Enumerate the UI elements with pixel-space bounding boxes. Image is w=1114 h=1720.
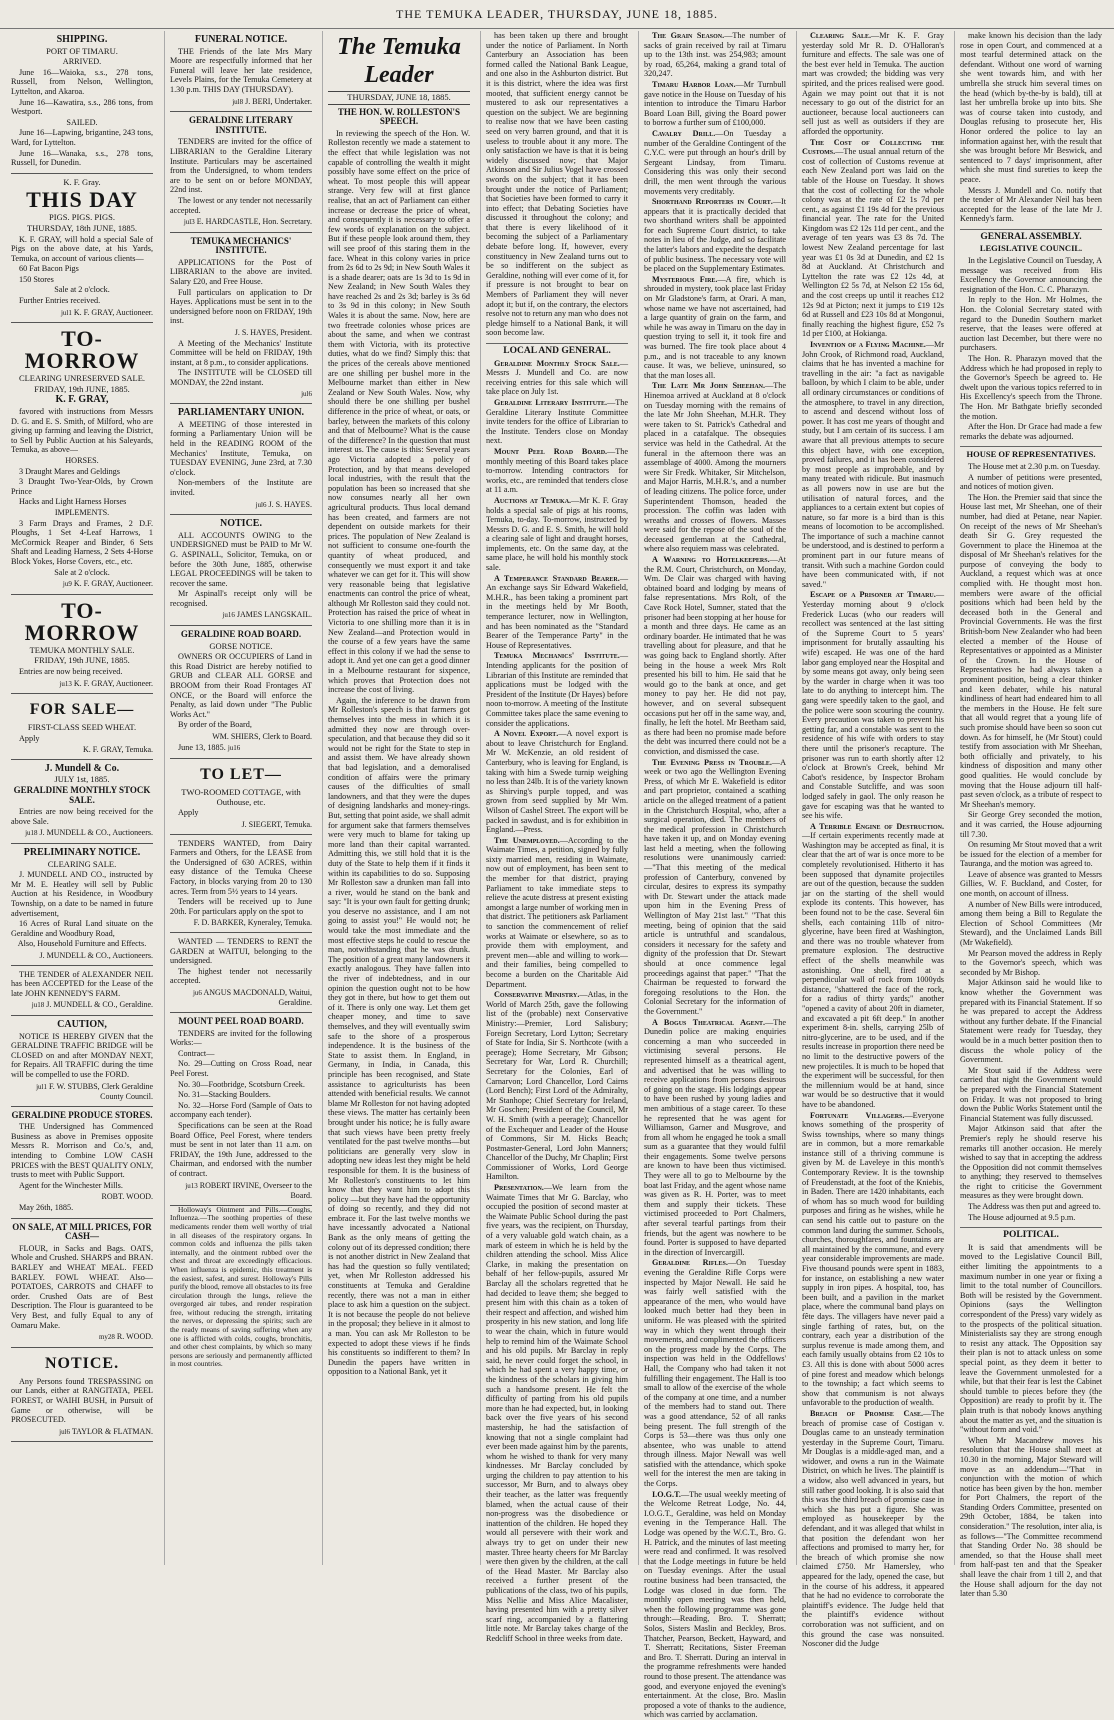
news-item bbox=[802, 340, 944, 589]
news-item-text: —The Dunedin police are making enquiries concerning a man who succeeded in victimising several persons. He represented himself as a theatrical agent, and advertised that he was willing to receive applications from persons desirous of going on the stage. His lodgings appear to have been rushed by young ladies and men ambitious of a stage career. To these he represented that he was agent for Williamson, Garner and Musgrove, and from all whom he engaged he took a small sum as a guarantee that they would fulfil their engagements. Some twelve persons are known to have been thus victimised. They were all to go to Melbourne by the boat last Friday, and the agent whose name was given as R. H. Porter, was to meet them and supply their tickets. These victimised proceeded to Port Chalmers, after several tearful partings from their friends, but the agent was nowhere to be found. Porter is supposed to have departed in the direction of Invercargill. bbox=[644, 1017, 786, 1257]
news-item-text: —The number of sacks of grain received by rail at Timaru up to the 13th inst. was 254,983; amount by road, 65,264, making a grand total of 320,247. bbox=[644, 31, 787, 79]
news-item bbox=[802, 590, 944, 820]
tomorrow-monthly-sale-ad bbox=[11, 595, 153, 694]
shipping-port: PORT OF TIMARU. bbox=[46, 45, 118, 56]
ad-signature: jul6 TAYLOR & FLATMAN. bbox=[59, 1426, 153, 1436]
ad-subhead: PIGS. PIGS. PIGS. bbox=[49, 212, 115, 223]
mechanics-institute-ad bbox=[170, 233, 312, 405]
holloway-ad: Holloway's Ointment and Pills.—Coughs, Influenza.—The soothing properties of these medicaments render them well worthy of trial in all diseases of the respiratory organs. In common colds and influenza the pills taken internally, and the ointment rubbed over the chest and throat are exceedingly efficacious. When influenza is epidemic, this treatment is the easiest, safest, and surest. Holloway's Pills purify the blood, remove all obstacles to its free circulation through the lungs, relieve the overgorged air tubes, and render respiration free, without reducing the strength, irritating the nerves, or depressing the spirits; such are the ready means of saving suffering when any one is afflicted with colds, coughs, bronchitis, and other chest complaints, by which so many persons are seriously and permanently afflicted in most countries. bbox=[170, 1204, 312, 1369]
report-paragraph: Leave of absence was granted to Messrs Gillies, W. F. Buckland, and Coster, for one month, on account of illness. bbox=[960, 869, 1102, 899]
news-item bbox=[802, 1409, 944, 1649]
ad-body-2: The lowest or any tender not necessarily accepted. bbox=[170, 195, 312, 215]
ad-body-2: Mr Aspinall's receipt only will be recognised. bbox=[170, 589, 312, 608]
report-paragraph: The Address was then put and agreed to. bbox=[968, 1202, 1101, 1212]
ad-body: FLOUR, in Sacks and Bags. OATS, Whole and Crushed. SHARPS and BRAN. BARLEY and WHEAT MEAL. FEED BARLEY. FOWL WHEAT. Also—POTATOES, CARROTS and CHAFF to order. Crushed Oats are of Best Description. The Flour is guaranteed to be Very Best, and fully Equal to any of Oamaru Make. bbox=[11, 1243, 153, 1330]
news-item bbox=[802, 1111, 944, 1408]
work-4: No. 32—Horse Ford (Sample of Oats to accompany each tender). bbox=[170, 1100, 312, 1120]
ad-subhead: TWO-ROOMED COTTAGE, with Outhouse, etc. bbox=[181, 787, 301, 807]
ad-ref: jul6 bbox=[301, 389, 312, 398]
trespass-notice-ad bbox=[11, 1348, 153, 1443]
report-paragraph: The House met at 2.30 p.m. on Tuesday. bbox=[968, 461, 1101, 471]
ad-subhead: CLEARING UNRESERVED SALE. bbox=[18, 373, 146, 384]
news-item-heading: Fortunate Villagers. bbox=[810, 1110, 905, 1120]
news-item-text: —A novel export is about to leave Christchurch for England. Mr W. McKenzie, an old resident of Canterbury, who is leaving for England, is taking with him a Swede turnip weighing no less than 24lb. It is of the variety known as Shirving's purple topped, and was grown from seed supplied by Mr Wm. Wilson of Cashel Street. The export will be packed in sawdust, and is for exhibition in England.—Press. bbox=[486, 729, 628, 835]
lot-2: 150 Stores bbox=[19, 274, 54, 284]
paper-dateline: THURSDAY, JUNE 18, 1885. bbox=[328, 91, 470, 105]
ad-signature: ju16 JAMES LANGSKAIL. bbox=[222, 610, 312, 620]
ad-body: THE Friends of the late Mrs Mary Moore are respectfully informed that her Funeral will leave her late residence, Levels Plains, for the Temuka Cemetery at 1.30 p.m. THIS DAY (THURSDAY). bbox=[170, 46, 312, 94]
news-item-heading: Geraldine Literary Institute. bbox=[494, 397, 608, 407]
caution-ad bbox=[11, 1016, 153, 1107]
column-6 bbox=[796, 31, 949, 1649]
news-item-heading: Geraldine Monthly Stock Sale. bbox=[494, 358, 620, 368]
ad-date: May 26th, 1885. bbox=[19, 1203, 74, 1213]
subsection-heading: LEGISLATIVE COUNCIL. bbox=[979, 243, 1083, 254]
ad-body-2: Tenders will be received up to June 20th. For particulars apply on the spot to bbox=[170, 897, 312, 916]
news-item bbox=[486, 496, 628, 573]
mundell-stock-sale-ad bbox=[11, 760, 153, 844]
ad-headline: FOR SALE— bbox=[29, 701, 135, 719]
lot-1: 3 Draught Mares and Geldings bbox=[19, 466, 120, 476]
news-item-heading: The Evening Press in Trouble. bbox=[652, 757, 772, 767]
ad-headline: GERALDINE PRODUCE STORES. bbox=[11, 1109, 153, 1120]
news-item bbox=[644, 1258, 786, 1488]
ad-body: Apply bbox=[178, 808, 199, 818]
report-paragraph: The Hon. the Premier said that since the House last met, Mr Sheehan, one of their number, had died at Petane, near Napier. On receipt of the news of Mr Sheehan's death Sir G. Grey requested the Government to place the Hinemoa at the disposal of Mr Sheehan's relatives for the purpose of conveying the body to Auckland, a request which was at once complied with. He thought most hon. members were aware of the official positions which had been held by the deceased both in the General and Provincial Governments. He was the first British-born New Zealander who had been elected a member of the House of Representatives or appointed as a Minister of the Crown. In the House of Representatives he had always taken a prominent position, being a clear thinker and keen debater, while his natural kindliness of heart had endeared him to all the members in the House. He felt sure that all would regret that a young life of such promise should have been so soon cut down. As for himself, he (Mr Stout) could testify from association with Mr Sheehan, both officially and privately, to his kindness of disposition and many other good qualities. He would conclude by moving that the House adjourn till half-past seven o'clock, as a tribute of respect to Mr Sheehan's memory. bbox=[960, 492, 1102, 809]
news-item-heading: Presentation. bbox=[494, 1183, 544, 1193]
ad-body: A MEETING of those interested in forming a Parliamentary Union will be held in the READING ROOM of the Mechanics' Institute, Temuka, on TUESDAY EVENING, June 23rd, at 7.30 o'clock. bbox=[170, 419, 312, 477]
news-item bbox=[486, 990, 628, 1182]
news-item bbox=[644, 555, 786, 756]
garden-tenders-ad bbox=[170, 933, 312, 1013]
report-paragraph: In reply to the Hon. Mr Holmes, the Hon. the Colonial Secretary stated with regard to the Dunedin Southern market reserve, that the leases were offered at auction last December, but there were no purchasers. bbox=[960, 295, 1102, 353]
ad-subhead: CLEARING SALE. bbox=[47, 858, 117, 869]
news-item-text: —The monthly meeting of this Board takes place to-morrow. Intending contractors for works, etc., are reminded that tenders close at 11 a.m. bbox=[486, 446, 628, 495]
funeral-notice bbox=[170, 31, 312, 112]
ad-date: FRIDAY, 19th JUNE, 1885. bbox=[34, 383, 130, 394]
accounts-notice-ad bbox=[170, 515, 312, 626]
news-item bbox=[644, 1490, 786, 1720]
ad-signature: jul8 J. BERI, Undertaker. bbox=[232, 96, 312, 106]
column-2 bbox=[164, 31, 317, 1565]
news-items bbox=[802, 31, 944, 1649]
news-item bbox=[644, 31, 786, 79]
news-item bbox=[486, 447, 628, 495]
ad-headline: TO LET— bbox=[200, 766, 282, 784]
ad-subhead: GERALDINE MONTHLY STOCK SALE. bbox=[13, 785, 151, 805]
news-continuation: make known his decision than the lady rose in open Court, and commenced at a most tearful determined attack on the defendant. Without one word of warning she went towards him, and with her umbrella she struck him several times on the head (which by-the-by is bald), till at last her umbrella broke up into bits. She was of course taken into custody, and Douglas refusing to prosecute her, His Honor ordered the police to lay an information against her, with the result that she was brought before Mr Beswick, and sentenced to 7 days' imprisonment, after which she must find sureties to keep the peace. bbox=[960, 31, 1102, 184]
news-item bbox=[486, 574, 628, 651]
news-item-heading: Invention of a Flying Machine. bbox=[810, 340, 926, 349]
news-item-heading: Escape of a Prisoner at Timaru. bbox=[810, 590, 936, 600]
arrival-1: June 16—Waioka, s.s., 278 tons, Russell, from Nelson, Wellington, Lyttelton, and Akaroa. bbox=[11, 67, 153, 96]
to-let-ad bbox=[170, 759, 312, 834]
news-item-text: —An exchange says Sir Edward Wakefield, M.H.R., has been taking a prominent part in the meetings held by Mr Booth, temperance lecturer, now in Wellington, and has been nominated as the "Standard Bearer of the Temperance Party" in the House of Representatives. bbox=[486, 573, 628, 650]
paper-title: The Temuka Leader bbox=[337, 34, 461, 88]
ad-signature: jul1 K. F. GRAY, Auctioneer. bbox=[60, 307, 153, 317]
ad-also: Also, Household Furniture and Effects. bbox=[17, 939, 147, 949]
report-paragraph: A number of petitions were presented, and notices of motion given. bbox=[960, 472, 1102, 492]
news-item bbox=[486, 729, 628, 835]
news-item-text: —A week or two ago the Wellington Evening Press, of which Mr E. Wakefield is editor and part proprietor, contained a scathing article on the alleged treatment of a patient in the Christchurch Hospital, who, after a surgical operation, died. The members of the medical profession in Christchurch have taken it up, and on Monday evening last held a meeting, when the following resolutions were unanimously carried:—"That this meeting of the medical profession of Canterbury, convened by circular, desires to express its sympathy with Dr. Stewart under the attack made upon him in the Evening Press of Wellington of May 21st last." "That this meeting, being of opinion that the said article is untruthful and scandalous, considers it necessary for the safety and dignity of the profession that Dr. Stewart should at once commence legal proceedings against that paper." "That the Chairman be requested to forward the foregoing resolutions to the Hon. the Colonial Secretary for the information of the Government." bbox=[644, 757, 786, 1016]
report-paragraph: When Mr Macandrew moves his resolution that the House shall meet at 10.30 in the morning, Major Steward will move as an addendum—"That in conjunction with the motion of which notice has been given by the hon. member for Port Chalmers, the report of the Standing Orders Committee, presented on 29th October, 1884, be taken into consideration." The resolution, inter alia, is as follows—"The Committee recommend that Standing Order No. 38 should be amended, so that the House shall meet from half-past ten and that the Speaker shall leave the chair from 1 till 2, and that the House shall adjourn for the day not later than 5.30 bbox=[960, 1435, 1102, 1599]
ad-signature: ju13 ROBERT IRVINE, Overseer to the Board. bbox=[185, 1180, 312, 1201]
for-sale-ad bbox=[11, 694, 153, 760]
news-item-text: —Yesterday morning about 9 o'clock Frederick Lucas (who our readers will recollect was sentenced at the last sitting of the Supreme Court to 5 years' imprisonment for brutally assaulting his wife) escaped. He was one of the hard labor gang employed near the Hospital and by some means got away, only being seen by the warder in charge when it was too late to do anything to intercept him. The gang were speedily taken to the gaol, and the police were soon scouring the country. Every precaution was taken to prevent his getting far, and a constable was sent to the residence of his wife with orders to stay there until the prisoner's recapture. The prisoner was run to earth shortly after 12 o'clock at Brown's Creek, behind Mr Cabot's residence, by Inspector Broham and Constable Sutcliffe, and was soon lodged safely in gaol. The only reason he gave for escaping was that he wanted to see his wife. bbox=[802, 590, 944, 821]
column-5 bbox=[638, 31, 791, 1720]
preliminary-notice-ad bbox=[11, 844, 153, 966]
ad-signature: ju18 J. MUNDELL & CO., Geraldine. bbox=[31, 1000, 153, 1010]
political-report bbox=[960, 1243, 1102, 1599]
ad-body: K. F. GRAY, will hold a special Sale of Pigs on the above date, at his Yards, Temuka, on account of various clients— bbox=[11, 234, 153, 263]
report-paragraph: The Hon. R. Pharazyn moved that the Address which he had proposed in reply to the Governor's Speech be agreed to. He dwelt upon the various topics referred to in His Excellency's speech from the Throne. The Hon. Mr Bathgate briefly seconded the motion. bbox=[960, 354, 1102, 421]
report-paragraph: Mr Stout said if the Address were carried that night the Government would be prepared with the Financial Statement on Friday. It was not proposed to bring down the Public Works Statement until the Financial Statement was fully discussed. bbox=[960, 1065, 1102, 1123]
sailing-2: June 16—Wanaka, s.s., 278 tons, Russell, for Dunedin. bbox=[11, 148, 153, 168]
section-heading: LOCAL AND GENERAL. bbox=[486, 343, 628, 357]
ad-headline: MOUNT PEEL ROAD BOARD. bbox=[178, 1016, 304, 1027]
sale-time: Sale at 2 o'clock. bbox=[54, 285, 110, 295]
ad-signature: F. D. BARKER, Kyneraley, Temuka. bbox=[193, 918, 312, 928]
news-item-heading: I.O.G.T. bbox=[652, 1489, 681, 1499]
news-item-heading: Auctions at Temuka. bbox=[494, 495, 572, 505]
news-item-text: —If certain experiments recently made at Washington may be accepted as final, it is clear that the art of war is once more to be completely revolutionised. Hitherto it has been supposed that dynamite projectiles are out of the question, because the sudden jar on the starting of the shell would explode its contents. This however, has been found not to be the case. Several 6in shells, each containing 11lb of nitro-glycerine, have been fired at Washington, and there was no trouble whatever from premature explosion. The destructive effect of the shells meanwhile was astonishing. One shell, fired at a perpendicular wall of rock from 1000yds distance, "shattered the face of the rock, for a radius of thirty yards;" another "opened a cavity of about 20ft in diameter, and excavated a pit 6ft deep." In another experiment 8-in. shells, carrying 25lb of nitro-glycerine, are to be used, and if the results increase in proportion there need be no limit to the destructive powers of the new projectiles. It is much to be hoped that the experiment will be successful, for then the millennium would be at hand, since war would be so destructive that it would have to be abandoned. bbox=[802, 831, 944, 1109]
ad-headline: NOTICE. bbox=[44, 1354, 120, 1372]
ad-body-4: The INSTITUTE will be CLOSED till MONDAY, the 22nd instant. bbox=[170, 368, 312, 387]
news-item-text: —Mr John Crook, of Richmond road, Auckland, claims that he has invented a machine for travelling in the air: "a fact as navigable balloon, by which I claim to be able, under all ordinary circumstances or conditions of the atmosphere, to travel in any direction, to ascend and descend without loss of power. It has cost me years of thought and study, but I am certain of its success. I am aware that all previous attempts to secure this object have, with one exception, proved failures, and it has been considered by most people as improbable, and by many treated with ridicule. But inasmuch as all powers now in use are but the utilisation of natural forces, and the appliances to a certain extent but copies of nature, so far more is a bird than is this means of locomotion to be accomplished. The importance of such a machine cannot be understood, and is destined to perform a prominent part in our future means of transit. With such a machine Gordon could have been communicated with, if not saved." bbox=[802, 340, 944, 589]
ad-signature: WM. SHIERS, Clerk to Board. bbox=[212, 732, 312, 741]
section-heading: GENERAL ASSEMBLY. bbox=[960, 229, 1102, 243]
report-paragraph: Major Atkinson said that after the Premier's reply he should reserve his remarks till another occasion. He merely wished to say that in accepting the address the Opposition did not commit themselves to anything; they reserved to themselves the right to criticise the Government measures as they were brought down. bbox=[960, 1124, 1102, 1201]
ad-headline: TO-MORROW bbox=[24, 326, 140, 374]
news-item-heading: The Cost of Collecting the Customs. bbox=[802, 137, 944, 157]
lot-5: 3 Farm Drays and Frames, 2 D.F. Ploughs, 1 Set 4-Leaf Harrows, 1 McCormick Reaper and Binder, 6 Sets Shaft and Leading Harness, 2 Sets 4-Horse Block Yokes, Horse Covers, etc., etc. bbox=[11, 518, 153, 566]
news-item-text: —Intending applicants for the position of Librarian of this Institute are reminded that applications must be lodged with the President of the Institute (Dr Hayes) before noon to-morrow. A meeting of the Institute Committee takes place the same evening to consider the applications. bbox=[486, 651, 628, 728]
ad-body: TENDERS are invited for the office of LIBRARIAN to the Geraldine Literary Institute. Particulars may be ascertained from the Undersigned, to whom tenders are to be sent on or before MONDAY, 22nd inst. bbox=[170, 137, 312, 195]
news-item-text: —Mr K. F. Gray yesterday sold Mr R. D. O'Halloran's furniture and effects. The sale was one of the best ever held in Temuka. The auction mart was crowded; the bidding was very spirited, and the prices realised were good. Again we may point out that it is not necessary to go out of the district for an auctioneer, because local auctioneers can sell just as well as outsiders if they are afforded the opportunity. bbox=[802, 31, 944, 136]
ad-headline: NOTICE. bbox=[220, 518, 262, 530]
news-item-heading: A Bogus Theatrical Agent. bbox=[652, 1017, 766, 1027]
tomorrow-clearing-sale-ad bbox=[11, 323, 153, 594]
news-item bbox=[486, 359, 628, 397]
ad-lots: 16 Acres of Rural Land situate on the Geraldine and Woodbury Road, bbox=[11, 919, 153, 938]
ad-body: J. MUNDELL AND CO., instructed by Mr M. E. Heatley will sell by Public Auction at his Residence, in Woodbury Township, on a date to be named in future advertisement, bbox=[11, 870, 153, 918]
news-item bbox=[644, 197, 786, 274]
ad-date: FRIDAY, 19th JUNE, 1885. bbox=[34, 655, 130, 666]
ad-signature: jul6 J. S. HAYES. bbox=[255, 499, 312, 509]
ad-body-2: The highest tender not necessarily accepted. bbox=[170, 966, 312, 986]
report-paragraph: Major Atkinson said he would like to know whether the Government was prepared with its Financial Statement. If so he was prepared to accept the Address without any further debate. If the Financial Statement were ready for Tuesday, they would be in a much better position then to discuss the whole policy of the Government. bbox=[960, 978, 1102, 1065]
ad-body: Any Persons found TRESPASSING on our Lands, either at RANGITATA, PEEL FOREST, or WAIHI BUSH, in Pursuit of Game or otherwise, will be PROSECUTED. bbox=[11, 1376, 153, 1425]
news-item bbox=[644, 758, 786, 1017]
news-item-heading: Timaru Harbor Loan. bbox=[652, 79, 736, 89]
house-report bbox=[960, 462, 1102, 1222]
lot-2: 3 Draught Two-Year-Olds, by Crown Prince bbox=[11, 477, 153, 496]
ad-body: Entries are now being received for the above Sale. bbox=[11, 807, 153, 826]
news-item bbox=[802, 31, 944, 137]
ad-signature: jul3 E. HARDCASTLE, Hon. Secretary. bbox=[183, 217, 312, 227]
news-item-text: —According to the Waimate Times, a petition, signed by fully sixty married men, residing in Waimate, now out of employment, has been sent to the member for that district, praying Parliament to take immediate steps to relieve the acute distress at present existing amongst a large number of working men in that district. The petitioners ask Parliament to sanction the commencement of relief works at Waimate or elsewhere, so as to provide them with employment, and prevent men—able and willing to work—and their families, being compelled to become a burden on the Charitable Aid Department. bbox=[486, 835, 628, 989]
parliamentary-union-ad bbox=[170, 404, 312, 515]
news-item-heading: Mysterious Fire. bbox=[652, 274, 718, 284]
article-paragraph: In reviewing the speech of the Hon. W. Rolleston recently we made a statement to the effect that while legislation was not capable of controlling the wealth it might possibly have some effect on the price of wheat. To most people this will appear strange. Very few will at first glance realise, that an act of Parliament can either increase or decrease the price of wheat, and consequently it is necessary to offer a few words of explanation on the subject. But if these people look around them, they will see proof of this staring them in the face. Wheat in this colony varies in price from 2s 6d to 2s 9d; in New South Wales it is a shade dearer; oats are 1s 3d to 1s 9d in New Zealand; in New South Wales they have reached 2s and 2s 3d; barley is 3s 6d to 3s 9d in this colony; in New South Wales it is about the same. Now, here are two freetrade colonies whose prices are about the same, and when we contrast them with Victoria, with its protective duties, what do we find? Simply this: that the prices of the cereals above mentioned are one shilling per bushel more in the Melbourne market than either in New Zealand or New South Wales. Now, why should there be one shilling per bushel difference in the price of wheat, or oats, or barley, between the markets of this colony and that of Melbourne? What is the cause of the difference? In the question that must interest us. The cause is this: Several years ago Victoria adopted a policy of Protection, and by that means developed local industries, with the result that the population has been so increased that she now consumes nearly all her own agricultural products. Thus local demand has been created, and farmers are not dependent on outside markets for their prices. The population of New Zealand is not sufficient to consume one-fourth the quantity of wheat produced, and consequently we must export it and take whatever we can get for it. This will show very reasonable being that legislative enactments can control the price of wheat, although Mr Rolleston said they could not. Protection has raised the price of wheat in Victoria to one shilling more than it is in New Zealand—and Protection would in the course of a few years have the same effect in this colony if we had the sense to adopt it. And yet one can get a good dinner in a Melbourne restaurant for sixpence, which proves that Protection does not increase the cost of living. bbox=[328, 128, 470, 695]
news-item bbox=[644, 1018, 786, 1258]
ad-body: favored with instructions from Messrs D. G. and E. S. Smith, of Milford, who are giving up farming and leaving the District, to Sell by Public Auction at his Saleyards, Temuka, as above— bbox=[11, 407, 153, 455]
ad-signature: jul1 F. W. STUBBS, Clerk Geraldine County Council. bbox=[36, 1081, 153, 1102]
page-masthead: THE TEMUKA LEADER, THURSDAY, JUNE 18, 1885. bbox=[0, 0, 1114, 29]
ad-body: OWNERS OR OCCUPIERS of Land in this Road District are hereby notified to GRUB and CLEAR ALL GORSE and BROOM from their Road Frontages AT ONCE, or the Board will enforce the Penalty, as laid down under "The Public Works Act." bbox=[170, 652, 312, 719]
ad-date: JULY 1st, 1885. bbox=[54, 774, 110, 785]
news-item-text: —The Hinemoa arrived at Auckland at 8 o'clock on Tuesday morning with the remains of the late Mr John Sheehan, M.H.R. They were taken to St. Patrick's Cathedral and placed in a catafalque. The obsequies service was held in the Cathedral. At the funeral in the afternoon there was an assemblage of 4000. Among the mourners were Sir Fredk. Whitaker, Sir Mitchelson, and Major Harris, M.H.R.'s, and a number of leading citizens. The police force, under Superintendent Thomson, headed the procession. The coffin was laden with wreaths and crosses of flowers. Masses were said for the repose of the soul of the deceased gentleman at the Cathedral, where also requiem mass was celebrated. bbox=[644, 381, 786, 554]
news-item bbox=[486, 651, 628, 728]
news-item-heading: A Terrible Engine of Destruction. bbox=[810, 821, 944, 831]
news-item-heading: Geraldine Rifles. bbox=[652, 1258, 728, 1268]
news-item-heading: The Late Mr John Sheehan. bbox=[652, 381, 766, 391]
ad-body: TENDERS WANTED, from Dairy Farmers and Others, for the LEASE from the Undersigned of 630 ACRES, within easy distance of the Temuka Cheese Factory, in blocks varying from 20 to 130 acres. Term from 5½ years to 14 years. bbox=[170, 838, 312, 896]
column-7 bbox=[954, 31, 1107, 1599]
literary-institute-ad bbox=[170, 112, 312, 233]
council-report bbox=[960, 256, 1102, 441]
ad-firm: J. Mundell & Co. bbox=[44, 762, 120, 774]
work-2: No. 30—Footbridge, Scotsburn Creek. bbox=[178, 1079, 305, 1089]
news-item bbox=[644, 80, 786, 128]
ad-body: Apply bbox=[19, 733, 40, 743]
ad-signature: ju6 ANGUS MACDONALD, Waitui, Geraldine. bbox=[192, 987, 312, 1008]
news-item-heading: Temuka Mechanics' Institute. bbox=[494, 651, 620, 661]
work-1: No. 29—Cutting on Cross Road, near Peel Forest. bbox=[170, 1059, 312, 1079]
horses-label: HORSES. bbox=[65, 456, 99, 465]
dairy-tenders-ad bbox=[170, 835, 312, 933]
news-item-text: —Everyone knows something of the prosperity of Swiss townships, where so many things are in common, but a more remarkable instance still of a thriving commune is given by M. de Laveleye in this month's Contemporary Review. It is the township of Freudenstadt, at the foot of the Kniebis, in Baden. There are 1420 inhabitants, each of whom has so much wood for building purposes and firing as he wishes, while he can send his cattle out to pasture on the common land during the summer. Schools, churches, thoroughfares, and fountains are all maintained by the commune, and every year considerable improvements are made. Five thousand pounds were spent in 1883, for instance, on establishing a new water supply in iron pipes. A hospital, too, has been built, and a pavilion in the market place, where the communal band plays on fête days. The villagers have never paid a single farthing of rates, but, on the contrary, each year a distribution of the surplus revenue is made among them, and each family usually obtains from £2 10s to £3. All this is done with about 5000 acres of pine forest and meadow which belongs to the township; a fact which seems to show that communism is not always unfavorable to the production of wealth. bbox=[802, 1110, 944, 1408]
ad-headline: GERALDINE ROAD BOARD. bbox=[180, 629, 302, 640]
news-item-text: —On Tuesday evening the Geraldine Rifle Corps were inspected by Major Newall. He said he was fairly well satisfied with the appearance of the men, who would have looked much better had they been in uniform. He was pleased with the spirited way in which they went through their movements, and complimented the officers on the progress made by the Corps. The inspection was held in the Oddfellows' Hall, the Company who had taken it not fulfilling their engagement. The Hall is too small to allow of the exercise of the whole of the company at one time, and a number of the members had to stand out. There was a good attendance, 52 of all ranks being present. The full strength of the Corps is 53—there was thus only one absentee, who was unable to attend through illness. Major Newall was well satisfied with the attendance, which spoke well for the interest the men are taking in the Corps. bbox=[644, 1258, 786, 1489]
news-item-heading: Clearing Sale. bbox=[810, 31, 872, 40]
article-title: THE HON. W. ROLLESTON'S SPEECH. bbox=[337, 106, 461, 127]
report-paragraph: Mr Pearson moved the address in Reply to the Governor's speech, which was seconded by Mr Bishop. bbox=[960, 948, 1102, 977]
news-item-text: —It appears that it is practically decided that two shorthand writers shall be appointed for each Supreme Court district, to take notes in lieu of the Judge, and so facilitate the latter's labors and expedite the despatch of public business. The necessary vote will be placed on the Supplementary Estimates. bbox=[644, 197, 786, 274]
news-item-heading: A Warning to Hotelkeepers. bbox=[652, 555, 770, 565]
ad-headline: THIS DAY bbox=[26, 187, 138, 213]
news-item-text: —The breach of promise case of Costigan v. Douglas came to an unsteady termination yesterday in the Supreme Court, Timaru. Mr Douglas is a middle-aged man, and a widower, and owns a run in the Waimate District, on which he lives. The plaintiff is a widow, also well advanced in years, but still rather good looking. It is also said that this was the third breach of promise case in which she has put a figure. She was employed as housekeeper by the defendant, and it was alleged that whilst in that position the defendant won her affections and promised to marry her, for the breach of which promise she now claimed £750. Mr Hamersley, who appeared for the lady, opened the case, but in the course of his address, it appeared that he had no evidence to corroborate the plaintiff's evidence. The Judge held that the plaintiff's evidence without corroboration was not sufficient, and on this ground the case was nonsuited. Nosconer did the Judge bbox=[802, 1408, 944, 1649]
ad-body-3: A Meeting of the Mechanics' Institute Committee will be held on FRIDAY, 19th instant, at 8 p.m., to consider applications. bbox=[170, 338, 312, 367]
news-item-heading: Conservative Ministry. bbox=[494, 990, 580, 1000]
ad-body: Entries are now being received. bbox=[19, 666, 123, 676]
report-paragraph: The House adjourned at 9.5 p.m. bbox=[968, 1212, 1076, 1222]
sailing-1: June 16—Lapwing, brigantine, 243 tons, Ward, for Lyttelton. bbox=[11, 128, 153, 147]
ad-signature: my28 R. WOOD. bbox=[98, 1332, 153, 1342]
ad-body-2: Non-members of the Institute are invited. bbox=[170, 478, 312, 497]
ad-body-2: By order of the Board, bbox=[178, 720, 252, 730]
ad-headline: GERALDINE LITERARY INSTITUTE. bbox=[189, 115, 293, 135]
ad-headline: PRELIMINARY NOTICE. bbox=[23, 847, 141, 859]
news-item-text: —Atlas, in the World of March 25th, gave the following list of the (probable) next Conservative Ministry:—Premier, Lord Salisbury; Foreign Secretary, Lord Lytton; Secretary of State for India, Sir S. Northcote (with a peerage); Home Secretary, Mr Gibson; Secretary for War, Lord R. Churchill; Secretary for the Colonies, Earl of Carnarvon; Lord Chancellor, Lord Cairns (Lord Bench); First Lord of the Admiralty, Mr Stanhope; Chief Secretary for Ireland, Mr Goschen; President of the Council, Mr W. H. Smith (with a peerage); Chancellor of the Exchequer and Leader of the House of Commons, Sir M. Hicks Beach; Postmaster-General, Lord John Manners; Chancellor of the Duchy, Mr Chaplin; First Commissioner of Works, Lord George Hamilton. bbox=[486, 990, 628, 1182]
news-item bbox=[644, 381, 786, 554]
column-4 bbox=[480, 31, 633, 1643]
lot-3: Hacks and Light Harness Horses bbox=[19, 497, 127, 507]
ad-body-2: Specifications can be seen at the Road Board Office, Peel Forest, where tenders must be sent in not later than 11 a.m. on FRIDAY, the 19th June, addressed to the Chairman, and endorsed with the number of contract. bbox=[170, 1121, 312, 1178]
ad-firm: K. F. Gray. bbox=[63, 176, 101, 187]
ad-signature: ROBT. WOOD. bbox=[101, 1192, 153, 1202]
arrival-2: June 16—Kawatira, s.s., 286 tons, from Westport. bbox=[11, 97, 153, 117]
sale-time: Sale at 2 o'clock. bbox=[54, 567, 110, 577]
ad-headline: TEMUKA MECHANICS' INSTITUTE. bbox=[190, 235, 292, 256]
kennedy-tender-ad bbox=[11, 966, 153, 1016]
columns bbox=[6, 31, 1110, 1720]
mill-prices-ad bbox=[11, 1219, 153, 1348]
shipping-title: SHIPPING. bbox=[56, 34, 108, 45]
lot-4: IMPLEMENTS. bbox=[54, 507, 110, 517]
news-item-text: —At the R.M. Court, Christchurch, on Monday, Wm. De Clair was charged with having obtained board and lodging by means of false representations. Mrs Rolt, of the Cave Rock Hotel, Sumner, stated that the prisoner had been stopping at her house for a month and three days. He came as an ordinary boarder. He intimated that he was travelling about for pleasure, and that he was going back to England shortly. After being in the house a week Mrs Rolt presented his bill to him. He said that he would go to the bank at once, and get money to pay her. He did not pay, however, and on several subsequent occasions put her off in the same way, and, finally, he left the hotel. Mr Beetham said, as there had been no promise made before the debt was incurred there could not be a conviction, and dismissed the case. bbox=[644, 555, 786, 756]
news-item-text: —The usual weekly meeting of the Welcome Retreat Lodge, No. 44, I.O.G.T., Geraldine, was held on Monday evening in the Temperance Hall. The Lodge was opened by the W.C.T., Bro. G. H. Patrick, and the minutes of last meeting were read and confirmed. It was resolved that the Lodge meetings in future be held on Tuesday evenings. After the usual routine business had been transacted, the Lodge was closed in due form. The monthly open meeting was then held, when the following programme was gone through:—Reading, Bro. T. Sherratt; Solos, Sisters Maslin and Beckley, Bros. Thatcher, Pearson, Beckett, Hayward, and T. Sherratt; Recitations, Sister Freeman and Bro. T. Sherratt. During an interval in the programme refreshments were handed round to those present. The attendance was good, and everyone enjoyed the evening's entertainment. At the close, Bro. Maslin proposed a vote of thanks to the audience, which was carried by acclamation. bbox=[644, 1489, 786, 1720]
ad-signature: ju13 K. F. GRAY, Auctioneer. bbox=[59, 678, 153, 688]
news-item-text: —Mr K. F. Gray holds a special sale of pigs at his rooms, Temuka, to-day. To-morrow, instructed by Messrs D. G. and E. S. Smith, he will hold a clearing sale of light and draught horses, implements, etc. On the same day, at the same place, he will hold his monthly stock sale. bbox=[486, 495, 628, 573]
ad-subhead: TEMUKA MONTHLY SALE. bbox=[29, 644, 135, 655]
news-item-heading: A Temperance Standard Bearer. bbox=[494, 573, 620, 583]
column-1 bbox=[6, 31, 158, 1565]
ad-date: June 13, 1885. ju16 bbox=[178, 742, 241, 752]
ad-signature: K. F. GRAY, Temuka. bbox=[83, 745, 153, 755]
ad-ref: jul1 bbox=[60, 308, 72, 317]
news-item bbox=[802, 822, 944, 1110]
news-item bbox=[486, 398, 628, 446]
arrived-label: ARRIVED. bbox=[62, 57, 102, 67]
ad-firm: K. F. GRAY, bbox=[55, 394, 109, 406]
column-3 bbox=[322, 31, 475, 1565]
news-item-heading: A Novel Export. bbox=[494, 729, 559, 739]
news-item-heading: Mount Peel Road Board. bbox=[494, 446, 608, 456]
ad-body: WANTED — TENDERS to RENT the GARDEN at WAITUI, belonging to the undersigned. bbox=[170, 936, 312, 966]
subsection-heading: HOUSE OF REPRESENTATIVES. bbox=[960, 446, 1102, 460]
ad-body: ALL ACCOUNTS OWING to the UNDERSIGNED must be PAID to Mr W. G. ASPINALL, Solicitor, Temuka, on or before the 30th June, 1885, otherwise LEGAL PROCEEDINGS will be taken to recover the same. bbox=[170, 530, 312, 588]
news-item bbox=[644, 275, 786, 381]
ad-signature: J. SIEGERT, Temuka. bbox=[241, 819, 312, 829]
news-item bbox=[802, 138, 944, 339]
ad-date: THURSDAY, 18th JUNE, 1885. bbox=[26, 222, 138, 233]
ad-subhead: GORSE NOTICE. bbox=[209, 640, 273, 651]
report-paragraph: It is said that amendments will be moved to the Legislative Council Bill, either limiting the appointments to a maximum number in one year or fixing a limit to the total number of Councillors. Both will be resisted by the Government. Opinions (says the Wellington correspondent of the Press) vary widely as to the prospects of the political situation. Ministerialists say they are strong enough to resist any attack. The Opposition say their plan is not to attack unless on some special point, as they deem it better to leave the Government unmolested for a while, but that their fear is lest the Cabinet should tumble to pieces before they (the Opposition) are ready to profit by it. The plain truth is that nobody knows anything about the matter as yet, and the situation is "without form and void." bbox=[960, 1242, 1102, 1435]
news-item-text: —A fire, which is shrouded in mystery, took place last Friday on Mr Gladstone's farm, at Orari. A man, whose name we have not ascertained, had a large quantity of grain on the farm, and while he was away in Timaru on the day in question trying to sell it, it took fire and was burned. The fire took place about 4 p.m., and is not traceable to any known cause. It was, we believe, uninsured, so that the man loses all. bbox=[644, 274, 787, 380]
news-item-heading: Shorthand Reporters in Court. bbox=[652, 197, 773, 207]
news-item-heading: Breach of Promise Case. bbox=[810, 1408, 924, 1418]
news-item-heading: The Unemployed. bbox=[494, 835, 560, 845]
news-item-heading: The Grain Season. bbox=[652, 31, 725, 40]
ad-headline: CAUTION, bbox=[57, 1018, 107, 1030]
article-paragraph: Again, the inference to be drawn from Mr Rolleston's speech is that farmers got themselves into the mess in which it is admitted they now are through over-speculation, and that because they did so it would not be right for the State to step in and assist them. We have already shown that bad legislation, and a demoralised condition of affairs were the primary causes of the difficulties of small landowners, and that they were the dupes of designing landsharks and money-rings. But, setting that point aside, we shall admit for argument sake that farmers themselves were very much to blame for taking up more land than their capital warranted. Admitting this, we still hold that it is the duty of the State to help them if it finds it within its capabilities to do so. Supposing Mr Rolleston saw a drunken man fall into a river, would he stand on the bank and say: "It is your own fault for getting drunk; you deserve no assistance, and I am not going to assist you!" He would not; he would take the most immediate and the most effective steps he could to rescue the man, notwithstanding that he was drunk. The position of a great many landowners it exactly analogous. They have fallen into the river of indebtedness, and in our opinion the question ought not to be how they got in there, but how to get them out of it. There is only one way. Let them get cheaper money, and time to save themselves, and they will eventually swim safe to the shore of a prosperous independence. It is the business of the State to assist them. In England, in Germany, in India, in Canada, this principle has been recognised, and State assistance to agriculturists has been attended with beneficial results. We cannot blame Mr Rolleston for not having adopted these views. The matter has certainly been brought under his notice; he is fully aware that such views have been pretty freely ventilated for the past twelve months—but politicians are generally very slow in adopting new ideas lest they might be held responsible for them. It is the business of Mr Rolleston's constituents to let him know that they want him to adopt this policy —but they have had the opportunity of doing so recently, and they did not embrace it. For the last twelve months we have incessantly advocated a National Bank as the only means of getting the colony out of its depressed condition; there is not another district in New Zealand that has had the question so fully ventilated; yet, when Mr Rolleston addressed his constituents at Temuka and Geraldine recently, there was not a man in either place to ask him a question on the subject. It is not because the people do not believe in the proposal; they believe in it almost to a man. You can ask Mr Rolleston to be expected to adopt these views if he finds his constituents so indifferent to them? In Dunedin the papers have written in opposition to a National Bank, yet it bbox=[328, 695, 470, 1377]
news-item bbox=[644, 129, 786, 196]
ad-headline: ON SALE, AT MILL PRICES, FOR CASH— bbox=[12, 1221, 152, 1242]
ad-headline: PARLIAMENTARY UNION. bbox=[177, 407, 305, 419]
news-item-text: —The usual annual return of the cost of collection of Customs revenue at each New Zealand port was laid on the table of the House on Tuesday. It shows that the cost of collecting for the whole colony was at the rate of £2 1s 7d per cent., as against £1 19s 4d for the previous financial year. The rate for the United Kingdom was £2 12s 11d per cent., and the average of ten years was £3 8s 7d. The lowest New Zealand percentage for last year was £1 0s 3d at Dunedin, and £2 1s 8d at Auckland. At Christchurch and Lyttelton the rate was £2 12s 4d, at Wellington £2 5s 7d, at Nelson £2 15s 6d, and the cost creeps up until it reaches £12 12s 9d at Picton; next it jumps to £19 12s 6d at Russell and £23 10s 8d at Mongonui, finally reaching the highest figure, £52 7s 1d per £100, at Hokianga. bbox=[802, 147, 944, 339]
ad-body-2: Full particulars on application to Dr Hayes. Applications must be sent in to the undersigned before noon on FRIDAY, 19th inst. bbox=[170, 287, 312, 326]
produce-stores-ad bbox=[11, 1107, 153, 1219]
ad-note: Further Entries received. bbox=[19, 296, 101, 306]
ad-body: THE TENDER of ALEXANDER NEIL has been ACCEPTED for the Lease of the late JOHN KENNEDY'S FARM. bbox=[11, 969, 153, 998]
ad-body: NOTICE IS HEREBY GIVEN that the GERALDINE TRAFFIC BRIDGE will be CLOSED on and after MONDAY NEXT, for Repairs. All TRAFFIC during the time will be compelled to use the FORD. bbox=[11, 1031, 153, 1079]
news-items bbox=[486, 359, 628, 1644]
ad-signature: J. MUNDELL & CO., Auctioneers. bbox=[39, 950, 153, 960]
report-paragraph: A number of New Bills were introduced, among them being a Bill to Regulate the Election of School Committees (Mr Steward), and the Unclaimed Lands Bill (Mr Wakefield). bbox=[960, 899, 1102, 948]
lot-1: 60 Fat Bacon Pigs bbox=[19, 264, 79, 274]
ad-headline: TO-MORROW bbox=[24, 597, 140, 645]
ad-body: TENDERS are invited for the following Works:— bbox=[170, 1028, 312, 1048]
news-item-heading: Cavalry Drill. bbox=[652, 128, 716, 138]
ad-body: THE Undersigned has Commenced Business as above in Premises opposite Messrs R. Morrison and Co.'s, and, intending to Combine LOW CASH PRICES with the BEST QUALITY ONLY, trusts to meet with Public Support. bbox=[11, 1122, 153, 1180]
news-item-text: —Mr Turnbull gave notice in the House on Tuesday of his intention to introduce the Timaru Harbor Board Loan Bill, giving the Board power to borrow a further sum of £100,000. bbox=[644, 79, 786, 128]
work-3: No. 31—Stacking Boulders. bbox=[178, 1090, 271, 1100]
article-continuation: has been taken up there and brought under the notice of Parliament. In North Canterbury an Association has been formed called the National Bank League, and one also in the Ashburton district. But it is this district, where the idea was first mooted, that sufficient energy cannot be mustered to ask our representatives a question on the subject. We are beginning to realise now that we have been casting seed on very barren ground, and that it is useless to trouble about it any more. The only satisfaction we have is that it is being widely discussed now; that Major Atkinson and Sir Julius Vogel have crossed swords on the subject; that it has been brought under the notice of Parliament; that Societies have been formed to carry it into effect; that Debating Societies have discussed it throughout the colony; and that there is every likelihood of it becoming the subject of a Parliamentary debate before long. If, however, every constituency in New Zealand turns out to be so indifferent on the subject as Geraldine, nothing will ever come of it, for if pressure is not brought to bear on Members of Parliament they will never adopt it; but if, on the contrary, the electors resolve not to return any man who does not pledge himself to a National Bank, it will soon become law. bbox=[486, 31, 628, 338]
report-paragraph: Sir George Grey seconded the motion, and it was carried, the House adjourning till 7.30. bbox=[960, 810, 1102, 839]
news-item bbox=[486, 1183, 628, 1644]
news-item: Messrs J. Mundell and Co. notify that the tender of Mr Alexander Neil has been accepted for the lease of the late Mr J. Kennedy's farm. bbox=[960, 185, 1102, 224]
gorse-notice-ad bbox=[170, 626, 312, 759]
shipping-notice bbox=[11, 31, 153, 174]
ad-headline: FUNERAL NOTICE. bbox=[194, 34, 288, 45]
ad-body: APPLICATIONS for the Post of LIBRARIAN to the above are invited. Salary £20, and Free House. bbox=[170, 257, 312, 287]
news-item-text: —Messrs J. Mundell and Co. are now receiving entries for this sale which will take place on July 1st. bbox=[486, 358, 628, 397]
ad-signature: ju9 K. F. GRAY, Auctioneer. bbox=[62, 579, 153, 589]
news-items bbox=[644, 31, 786, 1720]
ad-signature: ju18 J. MUNDELL & CO., Auctioneers. bbox=[25, 828, 153, 838]
sailed-label: SAILED. bbox=[66, 117, 98, 127]
ad-signature: J. S. HAYES, President. bbox=[234, 328, 312, 338]
news-item bbox=[486, 836, 628, 990]
news-item-text: —The Geraldine Literary Institute Committee invite tenders for the office of Librarian to the Institute. Tenders close on Monday next. bbox=[486, 397, 628, 446]
news-item-text: —On Tuesday a number of the Geraldine Contingent of the C.Y.C. were put through an hour's drill by Sergeant Lindsay, from Timaru. Considering this was only their second drill, the men went through the various movements very creditably. bbox=[644, 128, 786, 196]
section-heading: POLITICAL. bbox=[960, 1227, 1102, 1241]
report-paragraph: On resuming Mr Stout moved that a writ be issued for the election of a member for Tauranga, and the motion was agreed to. bbox=[960, 840, 1102, 869]
news-item-text: —We learn from the Waimate Times that Mr G. Barclay, who occupied the position of second master at the Waimate Public School during the past five years, was the recipient, on Thursday, of a very valuable gold watch chain, as a mark of esteem in which he is held by the children attending the school. Miss Alice Clarke, in making the presentation on behalf of her fellow-pupils, assured Mr Barclay all the scholars regretted that he had decided to leave them; she begged to present him with this chain as a token of their respect and affection, and wished him prosperity in his new station, and long life to wear the chain, which in future would help to remind him of the Waimate School and his old pupils. Mr Barclay in reply said, he never could forget the school, in which he had spent a very happy time, or the kindness of the scholars in giving him such a handsome present. He felt the difficulty of parting from his old pupils more than he had expected, but, in looking back over the five years of his second mastership, he had the satisfaction of knowing that not a single complaint had ever been made against him by the parents, whom he wished to thank for very many kindnesses. Mr Barclay concluded by urging the children to pay attention to his successor, Mr Burn, and to always obey their teacher, as the latter was frequently blamed, when the actual cause of their non-progress was the disobedience or inattention of the children. He hoped they would all persevere with their work and always try to get on under their new master. Three hearty cheers for Mr Barclay were then given by the children, at the call of the Head Master. Mr Barclay also received a further present of the publications of the class, two of his pupils, Miss Nellie and Miss Alice Macalister, having presented him with a pretty silver scarf ring, accompanied by a flattering little note. Mr Barclay takes charge of the Redcliff School in three weeks from date. bbox=[486, 1183, 628, 1643]
ad-agent: Agent for the Winchester Mills. bbox=[19, 1180, 123, 1190]
report-paragraph: In the Legislative Council on Tuesday, A message was received from His Excellency the Governor announcing the resignation of the Hon. C. C. Pharazyn. bbox=[960, 256, 1102, 294]
mount-peel-tenders-ad bbox=[170, 1013, 312, 1206]
this-day-sale-ad bbox=[11, 174, 153, 324]
report-paragraph: After the Hon. Dr Grace had made a few remarks the debate was adjourned. bbox=[960, 422, 1102, 441]
ad-subhead: FIRST-CLASS SEED WHEAT. bbox=[27, 722, 137, 733]
ad-contract: Contract— bbox=[178, 1048, 215, 1058]
